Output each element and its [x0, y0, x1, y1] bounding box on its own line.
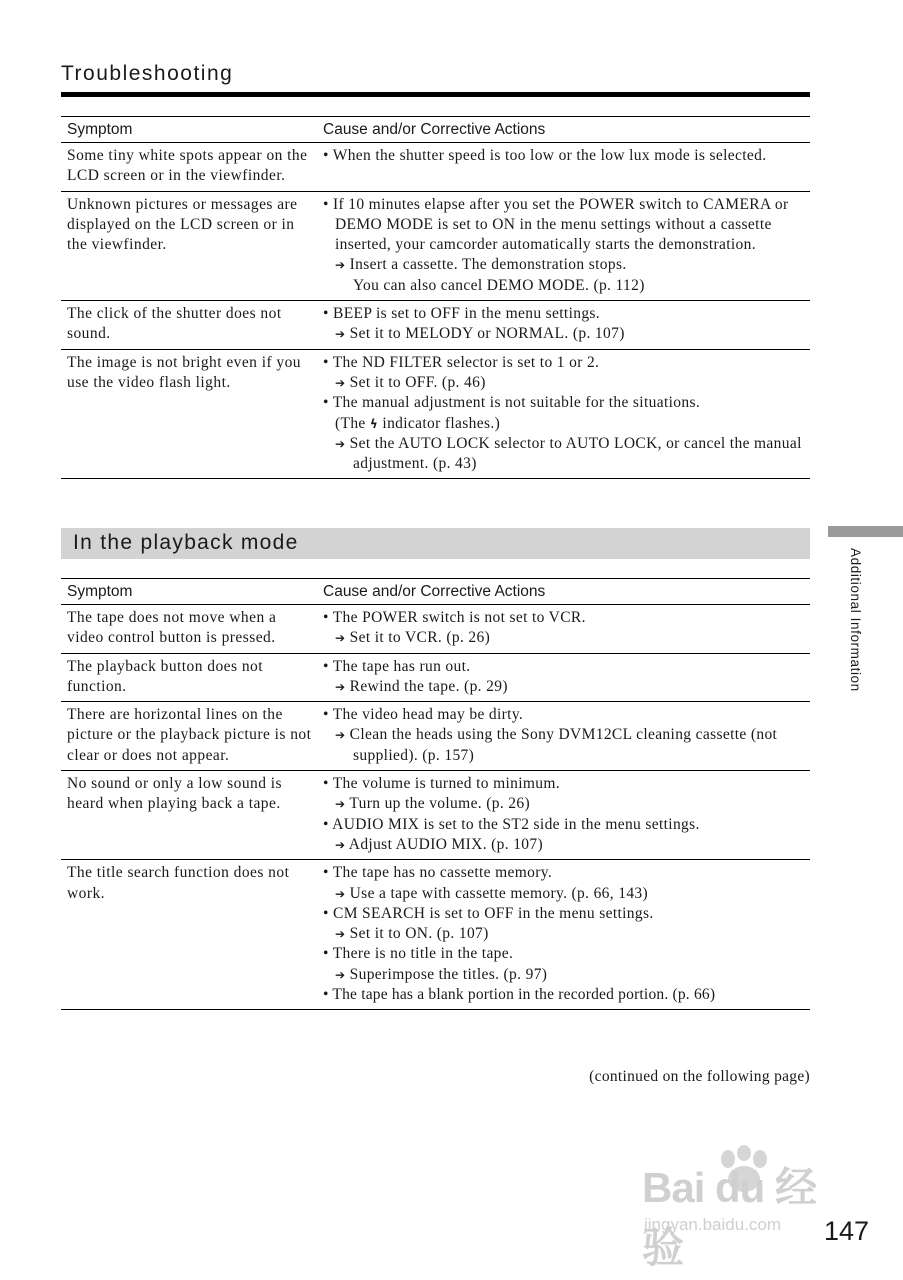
watermark-url: jingyan.baidu.com — [644, 1215, 782, 1234]
cause-text: (The — [335, 414, 366, 432]
cause-cell — [317, 605, 810, 654]
cause-bullet: • The tape has a blank portion in the recorded portion. (p. 66) — [323, 986, 716, 1004]
right-arrow-icon: ➔ — [335, 436, 346, 451]
corrective-action — [323, 324, 810, 344]
table-row — [61, 143, 810, 192]
continued-note: (continued on the following page) — [589, 1068, 810, 1085]
action-text: Set it to MELODY or NORMAL. (p. 107) — [349, 325, 625, 343]
cause-bullet: • The tape has run out. — [323, 657, 471, 675]
symptom-cell: Some tiny white spots appear on the LCD screen or in the viewfinder. — [61, 143, 317, 192]
right-arrow-icon: ➔ — [335, 631, 346, 646]
cause-cell — [317, 143, 810, 192]
corrective-action — [323, 835, 810, 855]
watermark-logo: Bai du 经验 — [642, 1164, 817, 1271]
table-row — [61, 605, 810, 654]
right-arrow-icon: ➔ — [335, 679, 346, 694]
action-text: Set it to VCR. (p. 26) — [349, 629, 491, 647]
symptom-cell: The click of the shutter does not sound. — [61, 301, 317, 350]
action-text: Use a tape with cassette memory. (p. 66, 143) — [349, 884, 649, 902]
page-title: Troubleshooting — [61, 62, 234, 85]
action-text: Rewind the tape. (p. 29) — [349, 677, 508, 695]
table-row — [61, 702, 810, 771]
table-row — [61, 191, 810, 300]
cause-bullet: • There is no title in the tape. — [323, 945, 514, 963]
corrective-action — [323, 965, 810, 985]
table-row — [61, 653, 810, 702]
action-continuation: You can also cancel DEMO MODE. (p. 112) — [353, 276, 645, 294]
table-header-row — [61, 117, 810, 143]
cause-bullet: • The ND FILTER selector is set to 1 or 2. — [323, 353, 600, 371]
symptom-cell: No sound or only a low sound is heard when playing back a tape. — [61, 771, 317, 860]
cause-bullet: • The tape has no cassette memory. — [323, 864, 553, 882]
table-row — [61, 301, 810, 350]
cause-text: indicator flashes.) — [382, 414, 501, 432]
corrective-action — [323, 255, 810, 275]
cause-bullet: • AUDIO MIX is set to the ST2 side in the menu settings. — [323, 815, 700, 833]
right-arrow-icon: ➔ — [335, 886, 346, 901]
corrective-action — [323, 373, 810, 393]
cause-bullet: • The volume is turned to minimum. — [323, 775, 561, 793]
right-arrow-icon: ➔ — [335, 927, 346, 942]
right-arrow-icon: ➔ — [335, 967, 346, 982]
cause-cell — [317, 191, 810, 300]
side-tab-marker — [828, 526, 903, 537]
symptom-cell: The title search function does not work. — [61, 860, 317, 1010]
right-arrow-icon: ➔ — [335, 728, 346, 743]
symptom-cell: The tape does not move when a video control button is pressed. — [61, 605, 317, 654]
cause-column-header: Cause and/or Corrective Actions — [317, 579, 810, 605]
action-text: Clean the heads using the Sony DVM12CL cleaning cassette (not supplied). (p. 157) — [349, 726, 778, 764]
troubleshooting-table-recording — [61, 116, 810, 479]
corrective-action — [323, 924, 810, 944]
action-text: Superimpose the titles. (p. 97) — [349, 965, 548, 983]
table-row — [61, 349, 810, 479]
cause-cell — [317, 301, 810, 350]
action-text: Set it to ON. (p. 107) — [349, 925, 489, 943]
action-text: Adjust AUDIO MIX. (p. 107) — [348, 835, 544, 853]
cause-column-header: Cause and/or Corrective Actions — [317, 117, 810, 143]
cause-bullet: • BEEP is set to OFF in the menu settings. — [323, 305, 601, 323]
cause-bullet: • When the shutter speed is too low or the low lux mode is selected. — [323, 147, 767, 164]
corrective-action — [323, 884, 810, 904]
right-arrow-icon: ➔ — [335, 375, 346, 390]
cause-bullet: • If 10 minutes elapse after you set the POWER switch to CAMERA or DEMO MODE is set to ON in the menu settings without a cassette inserted, your camcorder automatically starts the demonstration. — [323, 195, 789, 254]
action-text: Set it to OFF. (p. 46) — [349, 373, 486, 391]
cause-bullet: • The manual adjustment is not suitable for the situations. — [323, 394, 701, 412]
cause-cell — [317, 771, 810, 860]
section-header — [61, 528, 810, 559]
table-row — [61, 860, 810, 1010]
symptom-cell: Unknown pictures or messages are displayed on the LCD screen or in the viewfinder. — [61, 191, 317, 300]
right-arrow-icon: ➔ — [335, 837, 346, 852]
title-rule — [61, 92, 810, 97]
cause-continuation — [323, 414, 810, 434]
right-arrow-icon: ➔ — [335, 797, 346, 812]
corrective-action — [323, 434, 810, 475]
page-number: 147 — [824, 1216, 870, 1246]
corrective-action — [323, 628, 810, 648]
side-tab-label: Additional Information — [848, 548, 863, 692]
corrective-action — [323, 725, 810, 766]
action-text: Turn up the volume. (p. 26) — [349, 795, 531, 813]
symptom-column-header: Symptom — [61, 117, 317, 143]
symptom-cell: There are horizontal lines on the picture or the playback picture is not clear or does not appear. — [61, 702, 317, 771]
cause-cell — [317, 653, 810, 702]
cause-cell — [317, 702, 810, 771]
symptom-cell: The image is not bright even if you use the video flash light. — [61, 349, 317, 479]
cause-cell — [317, 349, 810, 479]
corrective-action — [323, 677, 810, 697]
corrective-action — [323, 794, 810, 814]
action-text: Insert a cassette. The demonstration stops. — [349, 256, 627, 274]
baidu-jingyan-watermark — [636, 1145, 836, 1271]
section-title: In the playback mode — [73, 531, 299, 554]
flash-icon: ϟ — [369, 416, 379, 431]
troubleshooting-table-playback — [61, 578, 810, 1010]
cause-bullet: • The video head may be dirty. — [323, 706, 524, 724]
symptom-column-header: Symptom — [61, 579, 317, 605]
cause-bullet: • The POWER switch is not set to VCR. — [323, 609, 586, 626]
right-arrow-icon: ➔ — [335, 327, 346, 342]
action-text: Set the AUTO LOCK selector to AUTO LOCK, or cancel the manual adjustment. (p. 43) — [349, 434, 802, 473]
right-arrow-icon: ➔ — [335, 258, 346, 273]
cause-bullet: • CM SEARCH is set to OFF in the menu settings. — [323, 904, 654, 922]
symptom-cell: The playback button does not function. — [61, 653, 317, 702]
table-header-row — [61, 579, 810, 605]
cause-cell — [317, 860, 810, 1010]
table-row — [61, 771, 810, 860]
